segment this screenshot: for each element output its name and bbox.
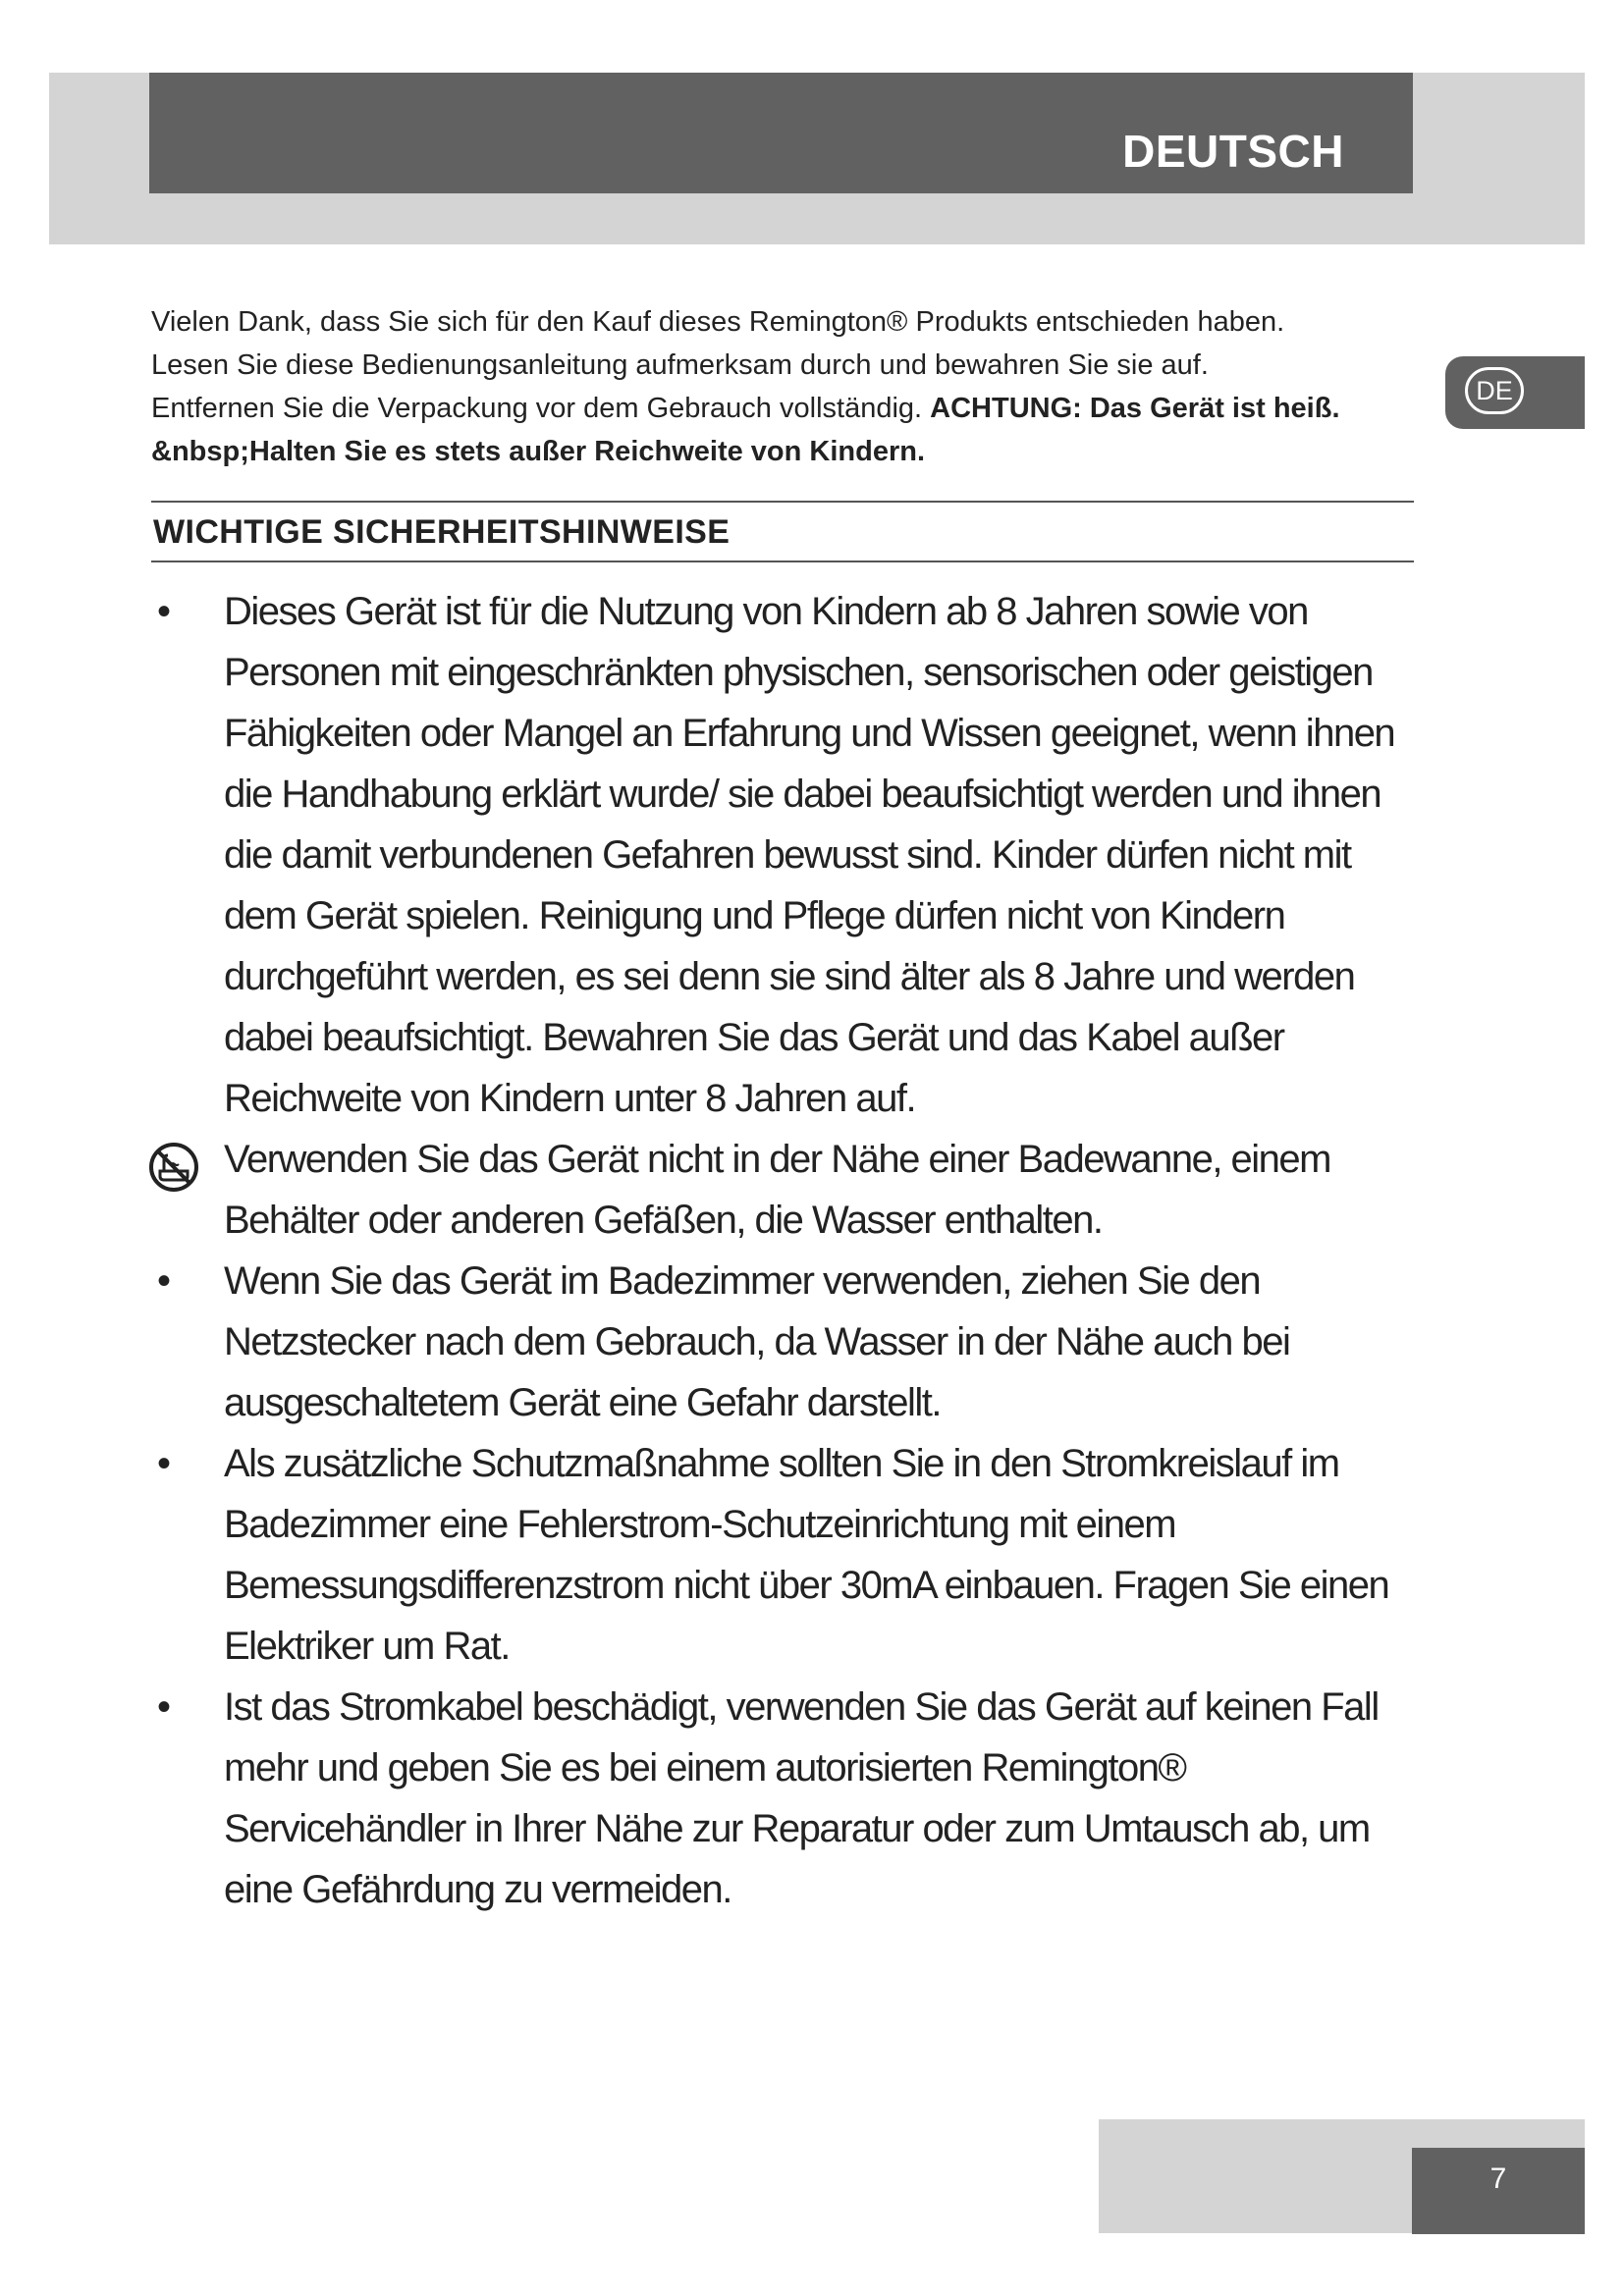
bullet-marker: • <box>157 1442 170 1485</box>
section-heading: WICHTIGE SICHERHEITSHINWEISE <box>153 513 731 551</box>
safety-item-rcd <box>147 1433 1424 1677</box>
bullet-marker: • <box>157 590 170 633</box>
intro-line-1: Vielen Dank, dass Sie sich für den Kauf dieses Remington® Produkts entschieden haben. <box>151 306 1285 338</box>
safety-item-text: Als zusätzliche Schutzmaßnahme sollten Sie in den Stromkreislauf im Badezimmer eine Fehlerstrom-Schutzeinrichtung mit einem Bemessungsdifferenzstrom nicht über 30mA einbauen. Fragen Sie einen Elektriker um Rat. <box>224 1442 1389 1668</box>
page-number-box <box>1412 2148 1585 2234</box>
safety-item-text: Verwenden Sie das Gerät nicht in der Nähe einer Badewanne, einem Behälter oder anderen Gefäßen, die Wasser enthalten. <box>224 1138 1330 1242</box>
language-tab <box>1445 356 1585 429</box>
safety-item-cable <box>147 1677 1424 1920</box>
bullet-marker: • <box>157 1259 170 1303</box>
header-bar <box>149 73 1413 193</box>
safety-item-bathtub <box>147 1129 1424 1251</box>
intro-warning: ACHTUNG: Das Gerät ist heiß. &nbsp;Halten Sie es stets außer Reichweite von Kindern. <box>151 393 1340 467</box>
no-bathtub-icon <box>147 1141 200 1194</box>
intro-paragraph <box>151 300 1418 473</box>
safety-item-text: Dieses Gerät ist für die Nutzung von Kindern ab 8 Jahren sowie von Personen mit eingeschränkten physischen, sensorischen oder geistigen Fähigkeiten oder Mangel an Erfahrung und Wissen geeignet, wenn ihnen die Handhabung erklärt wurde/ sie dabei beaufsichtigt werden und ihnen die damit verbundenen Gefahren bewusst sind. Kinder dürfen nicht mit dem Gerät spielen. Reinigung und Pflege dürfen nicht von Kindern durchgeführt werden, es sei denn sie sind älter als 8 Jahre und werden dabei beaufsichtigt. Bewahren Sie das Gerät und das Kabel außer Reichweite von Kindern unter 8 Jahren auf. <box>224 590 1395 1120</box>
section-rule-bottom <box>151 561 1414 562</box>
page-title: DEUTSCH <box>1122 126 1344 177</box>
intro-line-2: Lesen Sie diese Bedienungsanleitung aufmerksam durch und bewahren Sie sie auf. <box>151 349 1209 381</box>
page-number: 7 <box>1489 2163 1507 2195</box>
safety-list <box>147 581 1424 1920</box>
bullet-marker: • <box>157 1685 170 1729</box>
intro-line-3: Entfernen Sie die Verpackung vor dem Gebrauch vollständig. <box>151 393 923 424</box>
safety-item-text: Wenn Sie das Gerät im Badezimmer verwenden, ziehen Sie den Netzstecker nach dem Gebrauch, da Wasser in der Nähe auch bei ausgeschaltetem Gerät eine Gefahr darstellt. <box>224 1259 1290 1424</box>
safety-item-children <box>147 581 1424 1129</box>
safety-item-unplug <box>147 1251 1424 1433</box>
safety-item-text: Ist das Stromkabel beschädigt, verwenden Sie das Gerät auf keinen Fall mehr und geben Sie es bei einem autorisierten Remington® Servicehändler in Ihrer Nähe zur Reparatur oder zum Umtausch ab, um eine Gefährdung zu vermeiden. <box>224 1685 1379 1911</box>
section-rule-top <box>151 501 1414 503</box>
language-badge: DE <box>1465 367 1524 414</box>
